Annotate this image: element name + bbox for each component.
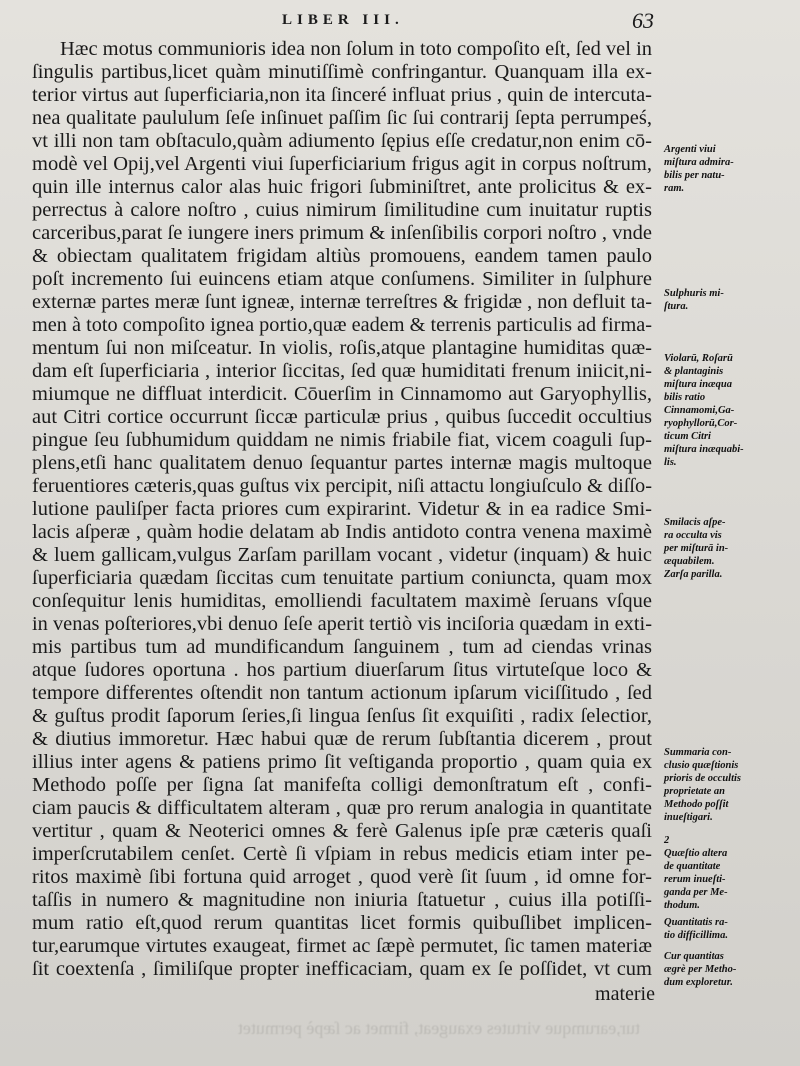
text-line: conſequitur lenis humiditas, emolliendi facultatem maximè ſeruans vſque — [32, 590, 652, 612]
text-line: miumque ne diffluat interdicit. Cōuerſim in Cinnamomo aut Garyophyllis, — [32, 383, 652, 405]
margin-note: Argenti viui miſtura admira- bilis per natu- ram. — [664, 144, 734, 194]
bleed-through-text: tur,earumque virtutes exaugeat, firmet ac ſæpè permutet — [237, 1018, 640, 1038]
text-line: illius inter agens & patiens primo ſit veſtiganda proportio , quam quia ex — [32, 751, 652, 773]
text-line: plens,etſi hanc qualitatem denuo ſequantur partes internæ magis multoque — [32, 452, 652, 474]
text-line: nea qualitate paululum ſeſe inſinuet paſſim ſic ſui contrarij ſepta perrumpeś, — [32, 107, 652, 129]
margin-note: Smilacis aſpe- ra occulta vis per miſturā in- æquabilem. Zarſa parilla. — [664, 517, 729, 580]
text-line: atque ſudores oportuna . hos partium diuerſarum ſitus virtuteſque loco & — [32, 659, 652, 681]
page-number: 63 — [632, 8, 654, 33]
margin-note: Cur quantitas ægrè per Metho- dum exploretur. — [664, 951, 737, 988]
text-line: ritos maximè ſibi fortuna quid arroget , quod verè ſit ſuum , id omne for- — [32, 866, 652, 888]
text-line: & luem gallicam,vulgus Zarſam parillam vocant , videtur (inquam) & huic — [32, 544, 652, 566]
margin-note: Sulphuris mi- ſtura. — [664, 288, 724, 312]
text-line: carceribus,parat ſe iungere iners primum & inſenſibilis corpori noſtro , vnde — [32, 222, 652, 244]
text-line: mentum ſui non miſceatur. In violis, roſis,atque plantagine humiditas quæ- — [32, 337, 652, 359]
page-header — [0, 0, 800, 40]
text-line: feruentiores cæteris,quas guſtus vix percipit, niſi attactu longiuſculo & diſſo- — [32, 475, 652, 497]
text-line: ſingulis partibus,licet quàm minutiſſimè confringantur. Quanquam illa ex- — [32, 61, 652, 83]
text-line: imperſcrutabilem cenſet. Certè ſi vſpiam in rebus medicis etiam inter pe- — [32, 843, 652, 865]
text-line: aut Citri cortice occurrunt ſiccæ particulæ prius , quibus ſuccedit occultius — [32, 406, 652, 428]
text-line: tur,earumque virtutes exaugeat, firmet ac ſæpè permutet, ſic tamen materiæ — [32, 935, 652, 957]
text-line: mum ratio eſt,quod rerum quantitas licet formis quibuſlibet implicen- — [32, 912, 652, 934]
text-line: pingue ſeu ſubhumidum quiddam ne nimis friabile fiat, vicem coaguli ſup- — [32, 429, 652, 451]
text-line: terior virtus aut ſuperficiaria,non ita ſinceré influat prius , quin de intercuta- — [32, 84, 652, 106]
text-line: poſt incremento ſui euincens etiam atque conſumens. Similiter in ſulphure — [32, 268, 652, 290]
text-line: vertitur , quam & Neoterici omnes & ferè Galenus ipſe præ cæteris quaſi — [32, 820, 652, 842]
text-line: ciam paucis & difficultatem alteram , quæ pro rerum analogia in quantitate — [32, 797, 652, 819]
text-line: & diutius immoretur. Hæc habui quæ de rerum ſubſtantia dicerem , prout — [32, 728, 652, 750]
running-head: LIBER III. — [282, 12, 404, 28]
text-line: modè vel Opij,vel Argenti viui ſuperficiarium frigus agit in corpus noſtrum, — [32, 153, 652, 175]
catchword: materie — [595, 983, 655, 1005]
margin-note: Violarū, Roſarū & plantaginis miſtura inæqua bilis ratio Cinnamomi,Ga- ryophyllorū,Cor- ticum Citri miſtura inæquabi- lis. — [664, 353, 744, 468]
text-line: lutione pauliſper facta priores cum expirarint. Videtur & in ea radice Smi- — [32, 498, 652, 520]
margin-note: Quantitatis ra- tio difficillima. — [664, 917, 728, 941]
text-line: Methodo poſſe per ſigna ſat manifeſta colligi demonſtratum eſt , confi- — [32, 774, 652, 796]
text-line: perrectus à calore noſtro , cuius nimirum ſimilitudine cum inuitatur ruptis — [32, 199, 652, 221]
text-line: quin ille internus calor alas huic frigori ſubminiſtret, ante prolicitus & ex- — [32, 176, 652, 198]
text-line: mis partibus tum ad mundificandum ſanguinem , tum ad ciendas vrinas — [32, 636, 652, 658]
text-line: externæ partes meræ ſunt igneæ, internæ terreſtres & frigidæ , non defluit ta- — [32, 291, 652, 313]
text-line: & guſtus prodit ſaporum ſeries,ſi lingua ſenſus ſit exquiſiti , radix ſelectior, — [32, 705, 652, 727]
text-line: ſuperficiaria quædam ſiccitas cum tenuitate partium coniuncta, quam mox — [32, 567, 652, 589]
margin-note: 2 Quæſtio altera de quantitate rerum inueſti- ganda per Me- thodum. — [664, 835, 728, 911]
text-line: & obiectam qualitatem frigidam altiùs promouens, eandem tamen paulo — [32, 245, 652, 267]
text-line: in venas poſteriores,vbi denuo ſeſe aperit tertiò vis inciſoria quædam in exti- — [32, 613, 652, 635]
text-line: tempore differentes oſtendit non tantum actionum ipſarum viciſſitudo , ſed — [32, 682, 652, 704]
margin-note: Summaria con- clusio quæſtionis prioris de occultis proprietate an Methodo poſſit inueſtigari. — [664, 747, 742, 823]
text-line: Hæc motus communioris idea non ſolum in toto compoſito eſt, ſed vel in — [60, 38, 652, 60]
text-line: men à toto compoſito ignea portio,quæ eadem & terrenis particulis ad firma- — [32, 314, 652, 336]
text-line: ſit coextenſa , ſimiliſque propter inefficaciam, quam ex ſe poſſidet, vt cum — [32, 958, 652, 980]
text-line: vt illi non tam obſtaculo,quàm adiumento ſępius eſſe credatur,non enim cō- — [32, 130, 652, 152]
text-line: lacis aſperæ , quàm hodie delatam ab Indis antidoto contra venena maximè — [32, 521, 652, 543]
text-line: taſſis in numero & magnitudine non iniuria ſtatuetur , cuius illa potiſſi- — [32, 889, 652, 911]
text-line: dam eſt ſuperficiaria , interior ſiccitas, ſed quæ humiditati frenum iniicit,ni- — [32, 360, 652, 382]
